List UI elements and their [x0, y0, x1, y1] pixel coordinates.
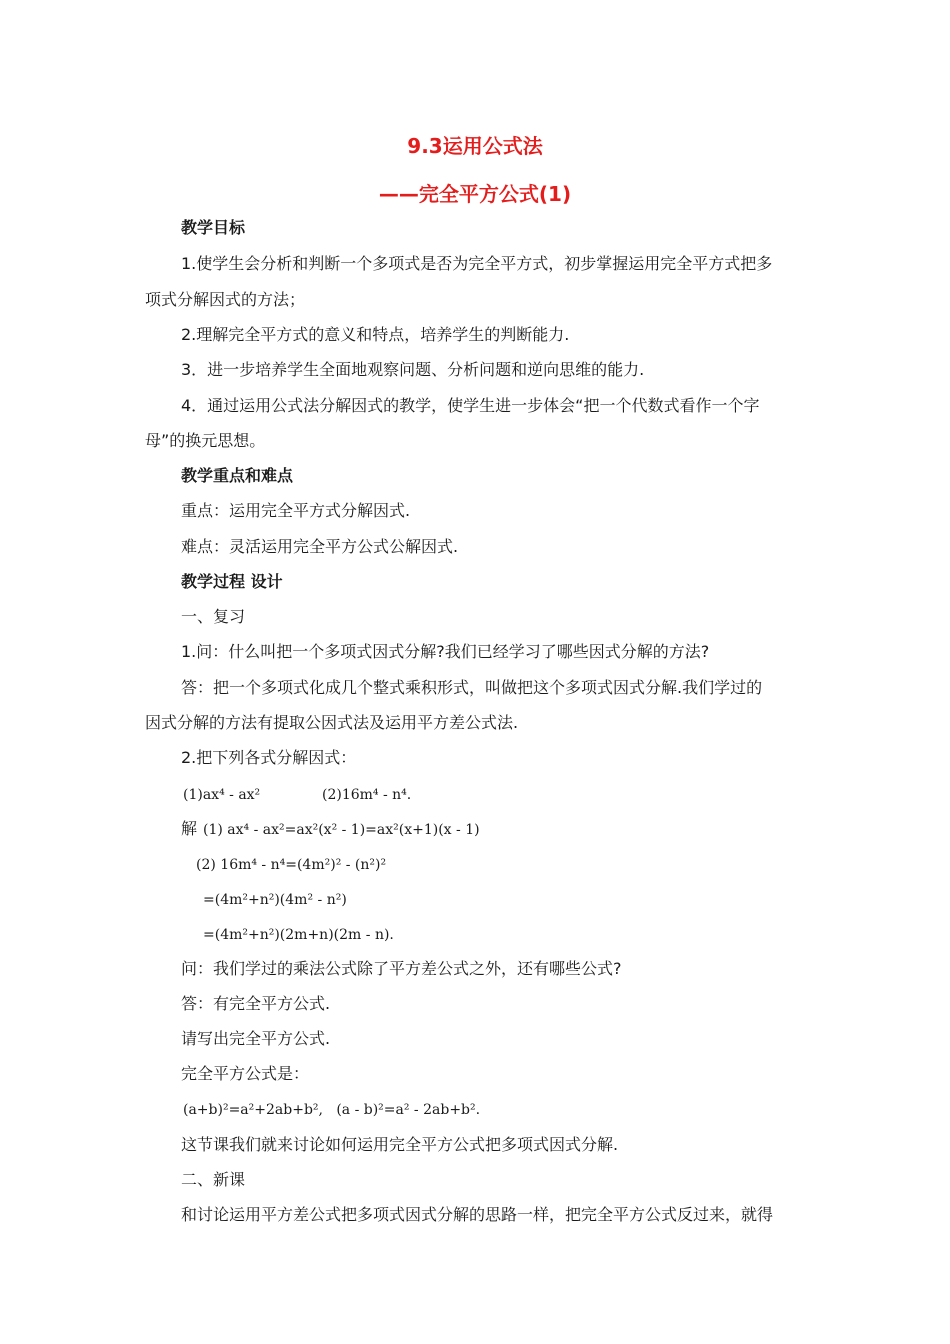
answer-1: 答：把一个多项式化成几个整式乘积形式，叫做把这个多项式因式分解.我们学过的 — [181, 678, 763, 697]
question-2: 2.把下列各式分解因式： — [181, 748, 357, 767]
transition-text: 这节课我们就来讨论如何运用完全平方公式把多项式因式分解. — [181, 1135, 619, 1154]
doc-title: 9.3运用公式法 — [407, 134, 543, 158]
exercise-2: (2)16m⁴ - n⁴. — [322, 787, 412, 803]
answer-3: 答：有完全平方公式. — [181, 994, 331, 1013]
doc-subtitle: ——完全平方公式(1) — [378, 182, 572, 206]
key-point: 重点：运用完全平方式分解因式. — [181, 501, 411, 520]
goal-item-3: 3．进一步培养学生全面地观察问题、分析问题和逆向思维的能力. — [181, 360, 645, 379]
goal-item-4-cont: 母”的换元思想。 — [145, 431, 266, 450]
question-1: 1.问：什么叫把一个多项式因式分解?我们已经学习了哪些因式分解的方法? — [181, 642, 710, 661]
square-formula: (a+b)²=a²+2ab+b², (a - b)²=a² - 2ab+b². — [183, 1102, 481, 1118]
exercise-1: (1)ax⁴ - ax² — [183, 787, 261, 803]
solution-2-step-3: =(4m²+n²)(2m+n)(2m - n). — [203, 927, 394, 943]
solution-2-step-2: =(4m²+n²)(4m² - n²) — [203, 892, 347, 908]
key-heading: 教学重点和难点 — [181, 466, 294, 485]
solution-label: 解 — [181, 819, 198, 838]
goal-item-1-cont: 项式分解因式的方法； — [145, 290, 306, 309]
solution-1: (1) ax⁴ - ax²=ax²(x² - 1)=ax²(x+1)(x - 1) — [203, 822, 480, 838]
part2-heading: 二、新课 — [181, 1170, 246, 1189]
formula-label: 完全平方公式是： — [181, 1064, 310, 1083]
question-3: 问：我们学过的乘法公式除了平方差公式之外，还有哪些公式? — [181, 959, 622, 978]
goal-item-4: 4．通过运用公式法分解因式的教学，使学生进一步体会“把一个代数式看作一个字 — [181, 396, 760, 415]
part1-heading: 一、复习 — [181, 607, 246, 626]
new-lesson-text: 和讨论运用平方差公式把多项式因式分解的思路一样，把完全平方公式反过来，就得 — [181, 1205, 774, 1224]
answer-1-cont: 因式分解的方法有提取公因式法及运用平方差公式法. — [145, 713, 519, 732]
process-heading: 教学过程 设计 — [181, 572, 283, 591]
solution-2-step-1: (2) 16m⁴ - n⁴=(4m²)² - (n²)² — [196, 857, 387, 873]
goal-item-2: 2.理解完全平方式的意义和特点，培养学生的判断能力. — [181, 325, 570, 344]
goal-item-1: 1.使学生会分析和判断一个多项式是否为完全平方式，初步掌握运用完全平方式把多 — [181, 254, 773, 273]
goals-heading: 教学目标 — [181, 218, 246, 237]
difficulty-point: 难点：灵活运用完全平方公式公解因式. — [181, 537, 459, 556]
ask-formula: 请写出完全平方公式. — [181, 1029, 331, 1048]
